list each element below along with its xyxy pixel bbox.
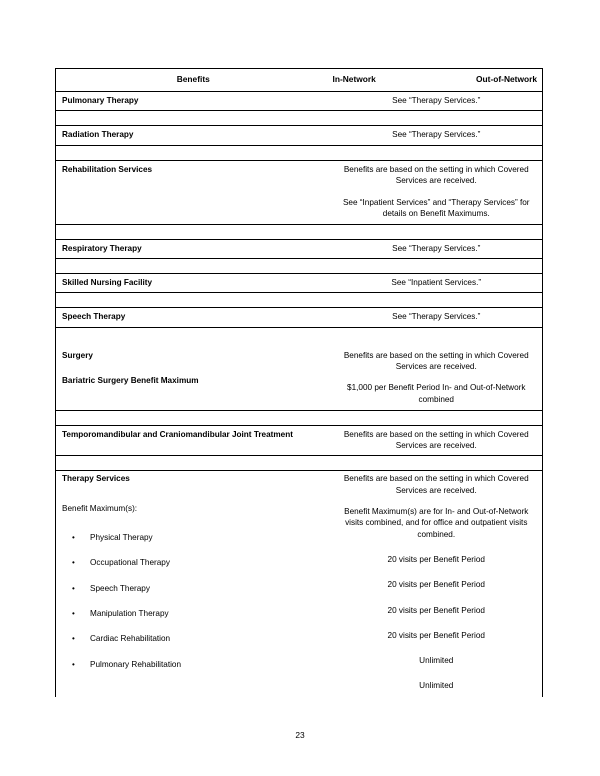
list-item-value: Unlimited (419, 656, 454, 666)
benefit-value-paragraph: Benefits are based on the setting in which Covered Services are received. (343, 164, 529, 185)
benefit-value-therapy-services: Benefits are based on the setting in which Covered Services are received. (343, 474, 529, 495)
benefit-label-pulmonary-therapy: Pulmonary Therapy (56, 92, 331, 111)
benefit-value-rehabilitation-services (331, 160, 543, 224)
list-item (62, 583, 325, 594)
bullet-icon: • (72, 634, 75, 644)
benefit-label-skilled-nursing-facility: Skilled Nursing Facility (56, 274, 331, 293)
benefit-value-temporomandibular: Benefits are based on the setting in which Covered Services are received. (331, 425, 543, 456)
list-gap (62, 645, 325, 659)
benefit-label-temporomandibular: Temporomandibular and Craniomandibular Joint Treatment (56, 425, 331, 456)
list-gap (339, 641, 535, 655)
column-header-out-of-network: Out-of-Network (476, 73, 537, 84)
list-item (62, 532, 325, 543)
bullet-icon: • (72, 533, 75, 543)
list-item-label: Pulmonary Rehabilitation (90, 659, 182, 669)
benefit-value-paragraph: See “Inpatient Services” and “Therapy Services” for details on Benefit Maximums. (342, 198, 530, 219)
benefit-value-therapy-services-group (331, 471, 543, 697)
spacer-cell-right (331, 111, 543, 126)
benefit-value-pulmonary-therapy: See “Therapy Services.” (331, 92, 543, 111)
list-item-label: Occupational Therapy (90, 558, 170, 568)
benefit-value-surgery: Benefits are based on the setting in which Covered Services are received. (343, 350, 529, 371)
spacer-cell-left (56, 293, 331, 308)
table-spacer-row (56, 111, 543, 126)
spacer-cell-right (331, 224, 543, 239)
table-spacer-row (56, 410, 543, 425)
benefit-label-speech-therapy: Speech Therapy (56, 308, 331, 327)
benefit-label-respiratory-therapy: Respiratory Therapy (56, 239, 331, 258)
benefit-label-surgery-group (56, 327, 331, 410)
spacer-cell-right (331, 259, 543, 274)
benefit-label-radiation-therapy: Radiation Therapy (56, 126, 331, 145)
block-inner-gap (339, 540, 535, 554)
benefits-schedule-table (55, 68, 543, 697)
benefit-value-respiratory-therapy: See “Therapy Services.” (331, 239, 543, 258)
list-gap (62, 619, 325, 633)
list-gap (339, 616, 535, 630)
benefit-value-skilled-nursing-facility: See “Inpatient Services.” (331, 274, 543, 293)
block-inner-gap (62, 361, 325, 375)
bullet-icon: • (72, 583, 75, 593)
list-item-value: Unlimited (419, 681, 454, 691)
benefits-table-wrapper (55, 68, 542, 697)
spacer-cell-left (56, 145, 331, 160)
list-item-label: Speech Therapy (90, 583, 150, 593)
spacer-cell-left (56, 224, 331, 239)
column-header-in-network: In-Network (332, 73, 376, 84)
list-gap (62, 543, 325, 557)
spacer-cell-left (56, 410, 331, 425)
table-spacer-row (56, 456, 543, 471)
benefit-label-therapy-services: Therapy Services (62, 474, 130, 484)
table-header-row (56, 69, 543, 92)
benefit-label-bariatric-surgery-benefit-maximum: Bariatric Surgery Benefit Maximum (62, 375, 199, 385)
benefit-value-radiation-therapy: See “Therapy Services.” (331, 126, 543, 145)
table-spacer-row (56, 259, 543, 274)
benefit-label-surgery: Surgery (62, 350, 93, 360)
table-row (56, 239, 543, 258)
table-row (56, 471, 543, 697)
block-inner-gap (62, 485, 325, 503)
benefit-value-surgery-group (331, 327, 543, 410)
list-item-label: Physical Therapy (90, 533, 153, 543)
list-item (62, 557, 325, 568)
block-inner-gap (339, 372, 535, 382)
list-gap (339, 565, 535, 579)
table-row (56, 92, 543, 111)
column-header-network-group (331, 69, 543, 92)
benefit-value-benefit-maximums: Benefit Maximum(s) are for In- and Out-of-Network visits combined, and for office and outpatient visits combined. (344, 507, 529, 539)
list-item (62, 608, 325, 619)
table-row (56, 160, 543, 224)
bullet-icon: • (72, 659, 75, 669)
list-item-value: 20 visits per Benefit Period (387, 605, 485, 615)
table-row (56, 308, 543, 327)
spacer-cell-left (56, 259, 331, 274)
benefit-label-rehabilitation-services: Rehabilitation Services (56, 160, 331, 224)
benefit-value-speech-therapy: See “Therapy Services.” (331, 308, 543, 327)
table-row (56, 425, 543, 456)
block-inner-gap (339, 496, 535, 506)
list-item-label: Manipulation Therapy (90, 608, 169, 618)
list-gap (339, 666, 535, 680)
list-item (62, 659, 325, 670)
benefit-label-therapy-services-group (56, 471, 331, 697)
block-top-gap (339, 328, 535, 350)
table-spacer-row (56, 293, 543, 308)
list-gap (62, 569, 325, 583)
table-spacer-row (56, 145, 543, 160)
spacer-cell-right (331, 410, 543, 425)
page-number: 23 (295, 730, 305, 740)
table-row (56, 274, 543, 293)
spacer-cell-right (331, 456, 543, 471)
table-row (56, 126, 543, 145)
list-item-value: 20 visits per Benefit Period (387, 580, 485, 590)
benefit-value-bariatric-surgery-benefit-maximum: $1,000 per Benefit Period In- and Out-of-Network combined (347, 383, 526, 404)
spacer-cell-right (331, 293, 543, 308)
spacer-cell-right (331, 145, 543, 160)
block-top-gap (62, 328, 325, 350)
spacer-cell-left (56, 111, 331, 126)
list-item-value: 20 visits per Benefit Period (387, 554, 485, 564)
bullet-icon: • (72, 558, 75, 568)
spacer-cell-left (56, 456, 331, 471)
table-spacer-row (56, 224, 543, 239)
block-inner-gap (62, 514, 325, 532)
table-row (56, 327, 543, 410)
list-gap (62, 594, 325, 608)
list-item-label: Cardiac Rehabilitation (90, 634, 171, 644)
bullet-icon: • (72, 608, 75, 618)
column-header-benefits: Benefits (56, 69, 331, 92)
list-item-value: 20 visits per Benefit Period (387, 630, 485, 640)
list-item (62, 633, 325, 644)
benefit-label-benefit-maximums: Benefit Maximum(s): (62, 503, 138, 513)
list-gap (339, 591, 535, 605)
